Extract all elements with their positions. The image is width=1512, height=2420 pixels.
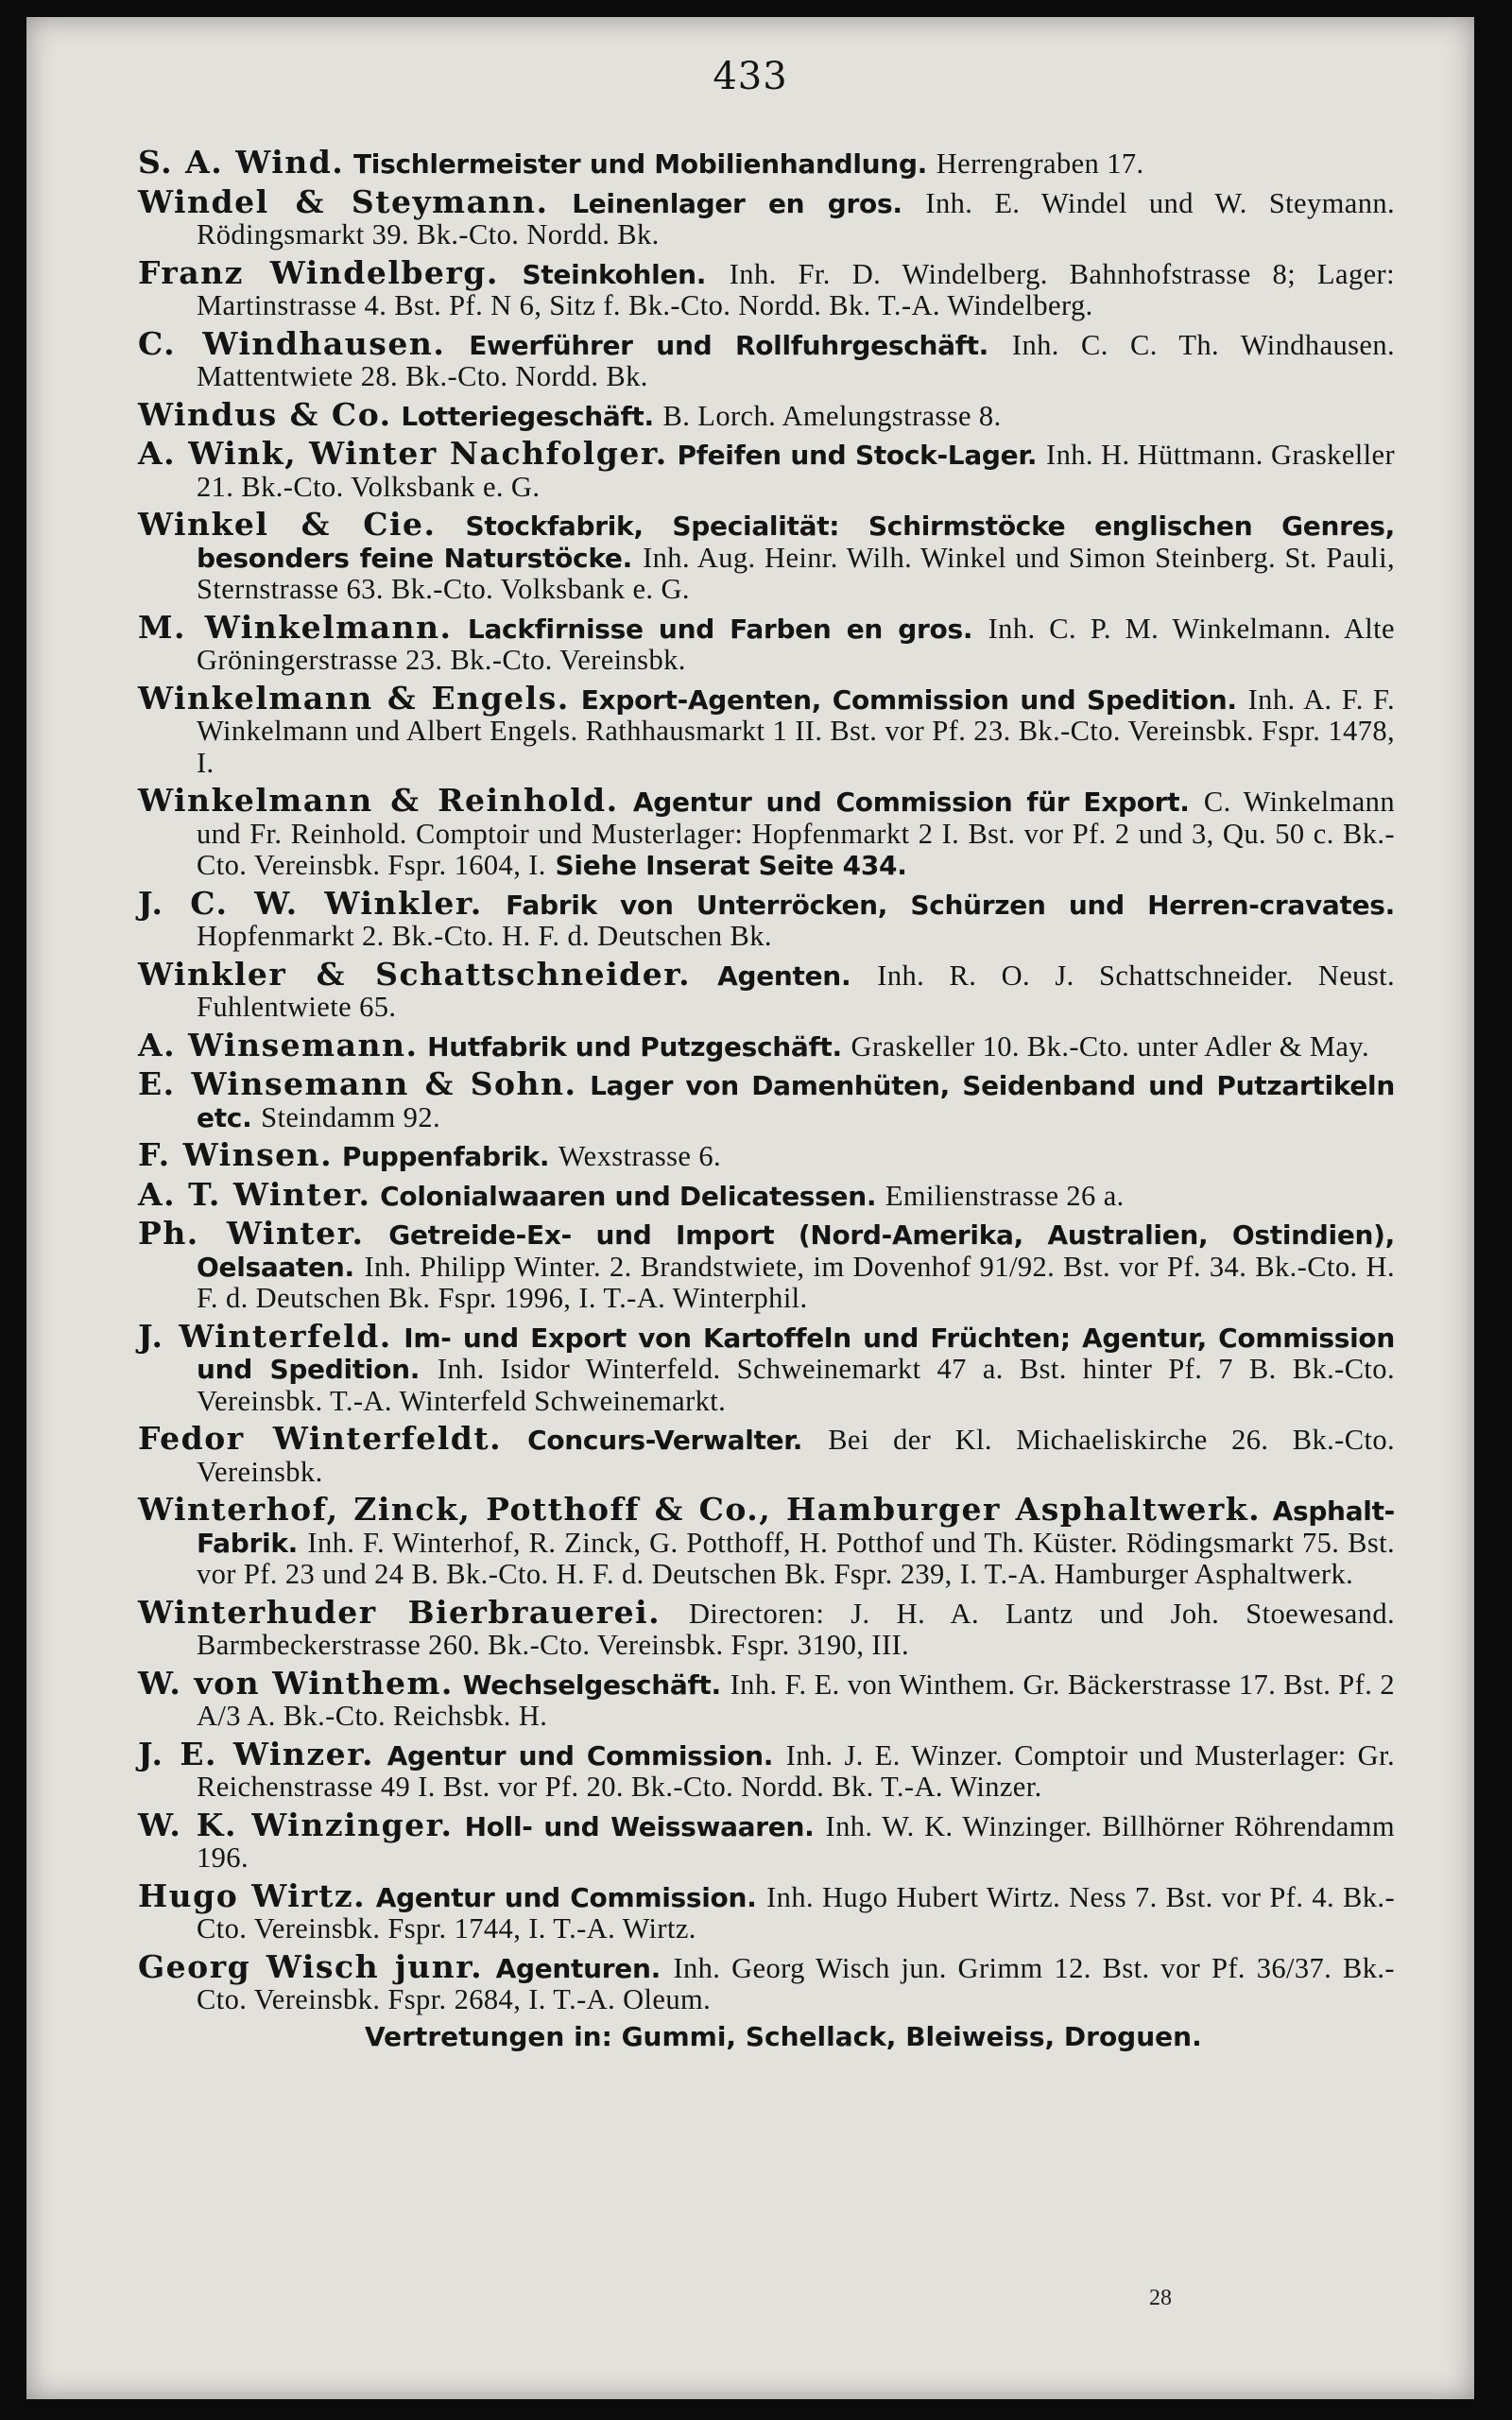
firm-name: Windel & Steymann. xyxy=(138,182,549,220)
firm-name: E. Winsemann & Sohn. xyxy=(138,1065,577,1102)
firm-name: Ph. Winter. xyxy=(138,1215,365,1252)
firm-details: Inh. F. E. von Winthem. Gr. Bäckerstrasse 17. Bst. Pf. 2 A/3 A. Bk.-Cto. Reichsbk. H. xyxy=(197,1668,1396,1732)
directory-entry xyxy=(138,395,1395,433)
firm-business: Holl- und Weisswaaren. xyxy=(464,1810,815,1842)
firm-business: Steinkohlen. xyxy=(522,258,707,290)
page-number: 433 xyxy=(713,55,788,98)
firm-name: Hugo Wirtz. xyxy=(138,1876,367,1914)
firm-details: Bei der Kl. Michaeliskirche 26. Bk.-Cto. Vereinsbk. xyxy=(197,1424,1396,1488)
firm-details: Inh. Georg Wisch jun. Grimm 12. Bst. vor Pf. 36/37. Bk.-Cto. Vereinsbk. Fspr. 2684, I. T.-A. Oleum. xyxy=(197,1951,1395,2015)
firm-business: Wechselgeschäft. xyxy=(462,1668,721,1701)
firm-name: C. Windhausen. xyxy=(138,324,446,362)
firm-name: W. von Winthem. xyxy=(138,1664,454,1702)
firm-details: Inh. Isidor Winterfeld. Schweinemarkt 47 a. Bst. hinter Pf. 7 B. Bk.-Cto. Vereinsbk. T.-A. Winterfeld Schweinemarkt. xyxy=(197,1353,1395,1417)
directory-entry xyxy=(138,324,1395,393)
directory-entry xyxy=(138,1215,1395,1315)
firm-name: W. K. Winzinger. xyxy=(138,1806,454,1843)
directory-entry xyxy=(138,1136,1395,1173)
directory-entry xyxy=(138,1947,1395,2016)
firm-name: A. Wink, Winter Nachfolger. xyxy=(138,435,668,472)
firm-business: Getreide-Ex- und Import (Nord-Amerika, Australien, Ostindien), Oelsaaten. xyxy=(197,1219,1395,1283)
firm-details: Inh. F. Winterhof, R. Zinck, G. Potthoff, H. Potthof und Th. Küster. Rödingsmarkt 75. Bst. vor Pf. 23 und 24 B. Bk.-Cto. H. F. d. Deutschen Bk. Fspr. 239, I. T.-A. Hamburger Asphaltwerk. xyxy=(197,1526,1395,1590)
firm-name: Winkelmann & Reinhold. xyxy=(138,782,619,819)
firm-details: Inh. H. Hüttmann. Graskeller 21. Bk.-Cto. Volksbank e. G. xyxy=(197,439,1395,503)
directory-entry xyxy=(138,1491,1395,1591)
firm-business: Ewerführer und Rollfuhrgeschäft. xyxy=(469,329,989,361)
firm-business: Agentur und Commission. xyxy=(387,1739,774,1772)
firm-name: Franz Windelberg. xyxy=(138,253,499,291)
directory-entry xyxy=(138,1065,1395,1133)
firm-name: Winterhof, Zinck, Potthoff & Co., Hamburger Asphaltwerk. xyxy=(138,1491,1262,1528)
directory-entry xyxy=(138,1735,1395,1804)
directory-entry xyxy=(138,1876,1396,1945)
firm-business: Lager von Damenhüten, Seidenband und Putzartikeln etc. xyxy=(197,1070,1395,1133)
directory-entry xyxy=(138,1806,1395,1875)
directory-entry xyxy=(138,144,1395,181)
firm-details: Inh. W. K. Winzinger. Billhörner Röhrendamm 196. xyxy=(197,1809,1395,1874)
firm-details: Inh. Aug. Heinr. Wilh. Winkel und Simon Steinberg. St. Pauli, Sternstrasse 63. Bk.-Cto. Volksbank e. G. xyxy=(197,541,1395,605)
firm-business: Concurs-Verwalter. xyxy=(527,1425,803,1456)
directory-entry xyxy=(138,1175,1395,1213)
directory-page xyxy=(26,17,1474,2399)
directory-entry xyxy=(138,679,1395,780)
firm-name: Windus & Co. xyxy=(138,395,392,433)
firm-details: Inh. Philipp Winter. 2. Brandstwiete, im Dovenhof 91/92. Bst. vor Pf. 34. Bk.-Cto. H. F. d. Deutschen Bk. Fspr. 1996, I. T.-A. Winterphil. xyxy=(197,1250,1395,1314)
directory-entry xyxy=(138,608,1395,677)
firm-business: Puppenfabrik. xyxy=(341,1141,550,1172)
signature-mark: 28 xyxy=(1149,2286,1172,2310)
firm-name: A. T. Winter. xyxy=(138,1175,371,1213)
representations-note: Vertretungen in: Gummi, Schellack, Bleiweiss, Droguen. xyxy=(365,2020,1202,2052)
firm-details: C. Winkelmann und Fr. Reinhold. Comptoir und Musterlager: Hopfenmarkt 2 I. Bst. vor Pf. 2 und 3, Qu. 50 c. Bk.-Cto. Vereinsbk. Fspr. 1604, I. xyxy=(197,786,1395,881)
firm-details: Inh. C. P. M. Winkelmann. Alte Gröningerstrasse 23. Bk.-Cto. Vereinsbk. xyxy=(197,612,1395,676)
firm-details: Herrengraben 17. xyxy=(936,147,1144,180)
firm-details: B. Lorch. Amelungstrasse 8. xyxy=(662,399,1002,432)
firm-details: Inh. C. C. Th. Windhausen. Mattentwiete 28. Bk.-Cto. Nordd. Bk. xyxy=(197,328,1395,392)
firm-name: M. Winkelmann. xyxy=(138,608,453,646)
directory-entry xyxy=(138,955,1395,1024)
firm-details: Emilienstrasse 26 a. xyxy=(885,1179,1125,1212)
directory-entry xyxy=(138,253,1395,322)
firm-details: Wexstrasse 6. xyxy=(558,1140,722,1172)
directory-entry xyxy=(138,782,1395,882)
firm-name: J. E. Winzer. xyxy=(138,1735,375,1772)
firm-business: Tischlermeister und Mobilienhandlung. xyxy=(353,148,928,180)
directory-entry xyxy=(138,1664,1396,1733)
directory-entry xyxy=(138,1026,1395,1063)
firm-business: Export-Agenten, Commission und Spedition. xyxy=(580,683,1237,716)
firm-details: Steindamm 92. xyxy=(261,1100,441,1133)
firm-name: A. Winsemann. xyxy=(138,1026,419,1063)
firm-details: Inh. Hugo Hubert Wirtz. Ness 7. Bst. vor Pf. 4. Bk.-Cto. Vereinsbk. Fspr. 1744, I. T.-A. Wirtz. xyxy=(197,1880,1396,1945)
firm-details: Hopfenmarkt 2. Bk.-Cto. H. F. d. Deutschen Bk. xyxy=(197,920,772,952)
firm-business: Agenturen. xyxy=(495,1952,661,1984)
firm-details: Inh. Fr. D. Windelberg. Bahnhofstrasse 8; Lager: Martinstrasse 4. Bst. Pf. N 6, Sitz f. Bk.-Cto. Nordd. Bk. T.-A. Windelberg. xyxy=(197,257,1395,321)
directory-entry xyxy=(138,506,1395,606)
firm-details: Graskeller 10. Bk.-Cto. unter Adler & May. xyxy=(850,1029,1369,1063)
firm-business: Im- und Export von Kartoffeln und Früchten; Agentur, Commission und Spedition. xyxy=(197,1322,1395,1385)
firm-name: S. A. Wind. xyxy=(138,144,345,181)
firm-name: Fedor Winterfeldt. xyxy=(138,1420,503,1457)
ad-reference: Siehe Inserat Seite 434. xyxy=(555,850,907,881)
firm-business: Agenten. xyxy=(717,959,851,992)
directory-entry xyxy=(138,1420,1396,1488)
firm-name: Winkel & Cie. xyxy=(138,506,437,543)
firm-business: Colonialwaaren und Delicatessen. xyxy=(380,1180,877,1212)
firm-details: Inh. J. E. Winzer. Comptoir und Musterlager: Gr. Reichenstrasse 49 I. Bst. vor Pf. 20. Bk.-Cto. Nordd. Bk. T.-A. Winzer. xyxy=(197,1738,1395,1803)
firm-name: J. Winterfeld. xyxy=(138,1317,392,1355)
firm-business: Hutfabrik und Putzgeschäft. xyxy=(427,1030,842,1063)
directory-entry xyxy=(138,182,1396,251)
firm-business: Agentur und Commission für Export. xyxy=(632,786,1190,818)
firm-business: Asphalt-Fabrik. xyxy=(197,1495,1395,1559)
firm-business: Pfeifen und Stock-Lager. xyxy=(677,440,1038,471)
firm-name: Winterhuder Bierbrauerei. xyxy=(138,1593,662,1631)
firm-business: Fabrik von Unterröcken, Schürzen und Herren-cravates. xyxy=(506,889,1395,921)
firm-details: Inh. A. F. F. Winkelmann und Albert Engels. Rathhausmarkt 1 II. Bst. vor Pf. 23. Bk.-Cto. Vereinsbk. Fspr. 1478, I. xyxy=(197,683,1395,779)
firm-name: Winkler & Schattschneider. xyxy=(138,955,692,993)
firm-details: Inh. E. Windel und W. Steymann. Rödingsmarkt 39. Bk.-Cto. Nordd. Bk. xyxy=(197,186,1396,251)
firm-name: Winkelmann & Engels. xyxy=(138,679,570,717)
directory-entry xyxy=(138,884,1395,953)
firm-name: F. Winsen. xyxy=(138,1136,334,1173)
firm-business: Lackfirnisse und Farben en gros. xyxy=(467,613,973,645)
firm-business: Lotteriegeschäft. xyxy=(401,400,654,432)
firm-business: Agentur und Commission. xyxy=(375,1881,757,1913)
firm-name: Georg Wisch junr. xyxy=(138,1947,484,1985)
firm-details: Inh. R. O. J. Schattschneider. Neust. Fuhlentwiete 65. xyxy=(197,959,1395,1023)
directory-entry xyxy=(138,1593,1395,1662)
firm-business: Stockfabrik, Specialität: Schirmstöcke englischen Genres, besonders feine Naturstöcke. xyxy=(197,510,1395,574)
firm-business: Leinenlager en gros. xyxy=(572,187,902,219)
firm-details: Directoren: J. H. A. Lantz und Joh. Stoewesand. Barmbeckerstrasse 260. Bk.-Cto. Vereinsbk. Fspr. 3190, III. xyxy=(197,1597,1395,1661)
directory-entry xyxy=(138,1317,1395,1418)
firm-name: J. C. W. Winkler. xyxy=(138,884,483,922)
directory-entry xyxy=(138,435,1395,503)
directory-entries xyxy=(138,144,1396,2053)
